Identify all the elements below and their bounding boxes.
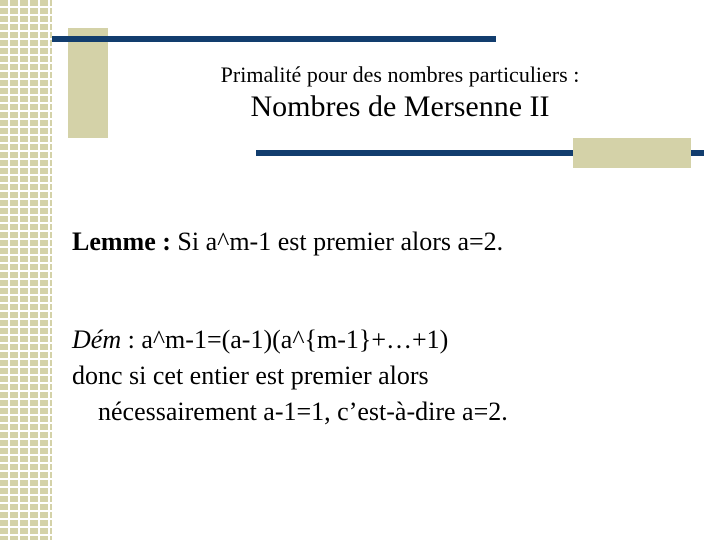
lemma-statement — [72, 227, 503, 257]
proof-line-3: nécessairement a-1=1, c’est-à-dire a=2. — [98, 397, 508, 426]
proof-line-1-text: : a^m-1=(a-1)(a^{m-1}+…+1) — [121, 325, 449, 354]
lemma-text: Si a^m-1 est premier alors a=2. — [170, 227, 504, 256]
slide-subtitle: Primalité pour des nombres particuliers : — [220, 62, 580, 87]
proof-line-2: donc si cet entier est premier alors — [72, 361, 429, 390]
slide-title: Nombres de Mersenne II — [250, 90, 550, 123]
lemma-label: Lemme : — [72, 227, 171, 256]
proof-line-1 — [72, 322, 508, 358]
proof-block — [72, 322, 508, 430]
proof-label: Dém — [72, 325, 122, 354]
decorative-tan-block-bottom — [573, 138, 691, 168]
decorative-checkered-strip — [0, 0, 52, 540]
decorative-bar-top — [52, 36, 496, 42]
decorative-tan-block-top — [68, 28, 108, 138]
